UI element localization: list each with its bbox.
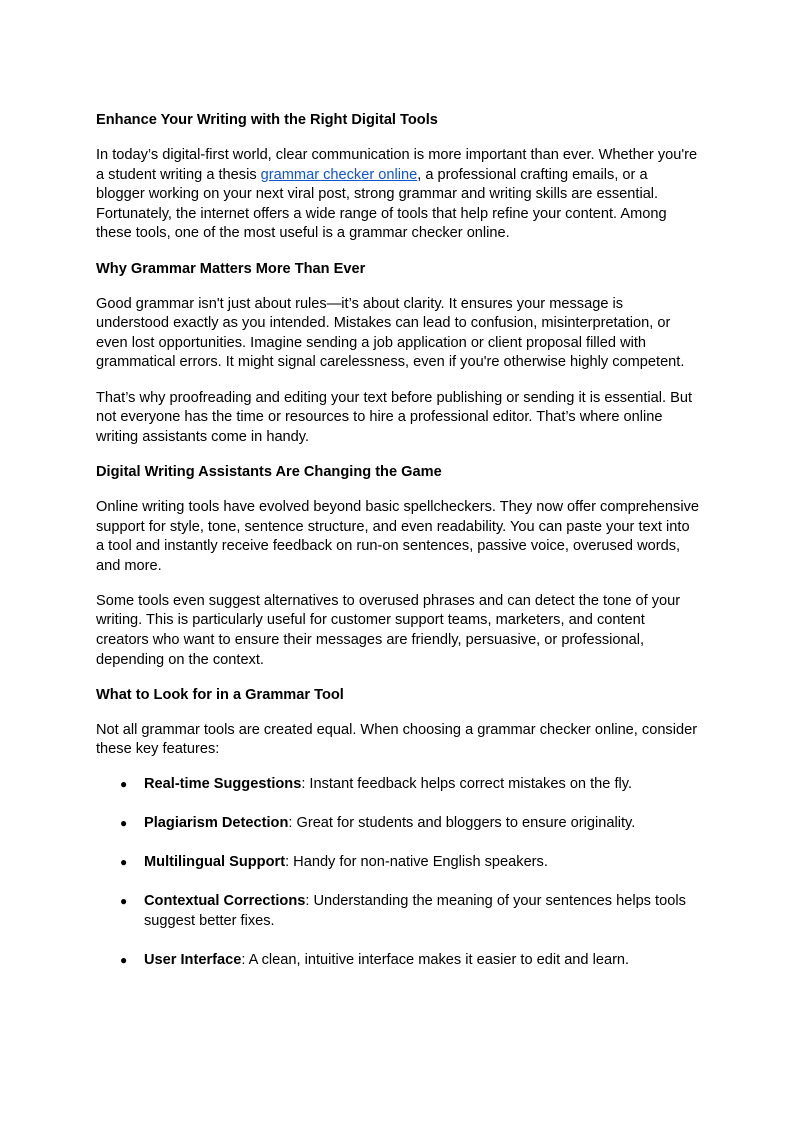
document-body — [96, 111, 699, 971]
paragraph: Not all grammar tools are created equal. When choosing a grammar checker online, consider these key features: — [96, 721, 698, 758]
paragraph: Good grammar isn't just about rules—it’s about clarity. It ensures your message is understood exactly as you intended. Mistakes can lead to confusion, misinterpretation, or even lost opportunities. Imagine sending a job application or client proposal filled with grammatical errors. It might signal carelessness, even if you're otherwise highly competent. — [96, 295, 685, 371]
feature-description: : A clean, intuitive interface makes it easier to edit and learn. — [241, 951, 630, 968]
feature-list — [96, 775, 699, 970]
feature-term: Multilingual Support — [144, 854, 286, 871]
feature-term: Plagiarism Detection — [144, 815, 289, 832]
list-item — [96, 814, 699, 834]
feature-description: : Great for students and bloggers to ensure originality. — [288, 815, 636, 832]
intro-text-before-link: In today’s digital-first world, clear communication is more important than ever. Whether you're a student writing a thesis — [96, 147, 698, 183]
document-title: Enhance Your Writing with the Right Digital Tools — [96, 112, 438, 128]
bullet-icon: ● — [120, 777, 128, 792]
feature-term: User Interface — [144, 951, 242, 968]
list-item — [96, 892, 699, 931]
feature-term: Contextual Corrections — [144, 893, 306, 910]
intro-text-after-link: , a professional crafting emails, or a blogger working on your next viral post, strong grammar and writing skills are essential. Fortunately, the internet offers a wide range of tools that help refine your content. Among these tools, one of the most useful is a grammar checker online. — [96, 166, 667, 242]
grammar-checker-link[interactable]: grammar checker online — [260, 166, 418, 183]
list-item — [96, 853, 699, 873]
paragraph: Some tools even suggest alternatives to overused phrases and can detect the tone of your writing. This is particularly useful for customer support teams, marketers, and content creators who want to ensure their messages are friendly, persuasive, or professional, depending on the context. — [96, 592, 681, 668]
bullet-icon: ● — [120, 952, 128, 967]
section-heading-digital-assistants: Digital Writing Assistants Are Changing the Game — [96, 463, 442, 480]
intro-paragraph — [96, 146, 699, 244]
paragraph: That’s why proofreading and editing your text before publishing or sending it is essential. But not everyone has the time or resources to hire a professional editor. That’s where online writing assistants come in handy. — [96, 389, 692, 445]
feature-description: : Instant feedback helps correct mistakes on the fly. — [301, 776, 633, 793]
list-item — [96, 951, 699, 971]
section-heading-what-to-look-for: What to Look for in a Grammar Tool — [96, 686, 344, 703]
paragraph: Online writing tools have evolved beyond basic spellcheckers. They now offer comprehensive support for style, tone, sentence structure, and even readability. You can paste your text into a tool and instantly receive feedback on run-on sentences, passive voice, overused words, and more. — [96, 498, 699, 574]
list-item — [96, 775, 699, 795]
section-heading-why-grammar: Why Grammar Matters More Than Ever — [96, 260, 366, 277]
bullet-icon: ● — [120, 855, 128, 870]
bullet-icon: ● — [120, 894, 128, 909]
bullet-icon: ● — [120, 816, 128, 831]
feature-description: : Understanding the meaning of your sentences helps tools suggest better fixes. — [144, 893, 686, 929]
feature-description: : Handy for non-native English speakers. — [285, 854, 548, 871]
feature-term: Real-time Suggestions — [144, 776, 302, 793]
